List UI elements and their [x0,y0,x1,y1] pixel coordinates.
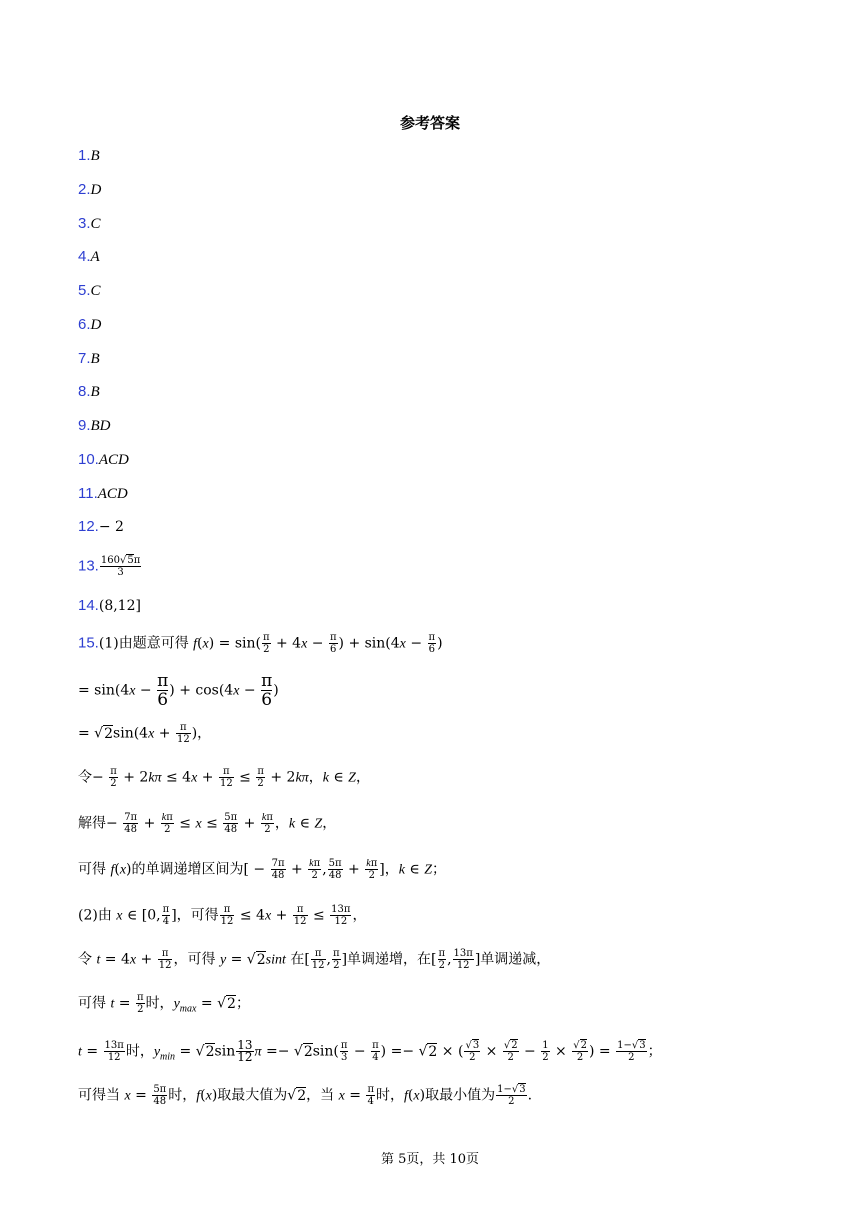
answer-12 [78,517,124,537]
solution-text: 令 [78,951,92,968]
answer-value: − 2 [98,519,124,535]
answer-14 [78,596,141,616]
answer-6 [78,315,101,335]
answer-number: 5. [78,282,91,299]
answer-value: BD [90,418,111,434]
answer-value: ACD [97,486,128,502]
page-title: 参考答案 [399,114,460,132]
solution-text: 取最小值为 [425,1087,496,1104]
answer-value: B [90,148,100,164]
answer-number: 2. [78,181,91,198]
answer-number: 7. [78,350,91,367]
answer-value: C [90,216,101,232]
answer-13 [78,555,142,578]
solution-text: 解得 [78,815,106,832]
answer-7 [78,349,100,369]
answer-number: 8. [78,383,91,400]
answer-8 [78,382,100,402]
solution-line-4: 令− $\frac{\pi}{2}$ + 2kπ ≤ 4x + $\frac{\pi}{12}$ ≤ $\frac{\pi}{2}$ + 2kπ，k ∈ Z， [78,766,370,789]
answer-number: 12. [78,518,99,535]
page-footer: 第 5页，共 10页 [380,1152,480,1167]
solution-text: 可得 [78,861,106,878]
answer-value: B [90,351,100,367]
solution-text: 可得 [78,995,106,1012]
solution-text: 单调递减， [480,951,551,968]
answer-value: ACD [98,452,129,468]
answer-number: 6. [78,316,91,333]
answer-2 [78,180,101,200]
answer-number: 10. [78,451,99,468]
solution-line-3: = √2sin(4x + $\frac{\pi}{12}$ )， [78,722,212,745]
solution-line-7: (2)由 x ∈ [0, $\frac{\pi}{4}$ ]，可得 $\frac{\pi}{12}$ ≤ 4x + $\frac{\pi}{12}$ ≤ $\frac{13\pi}{12}$ ， [78,904,367,927]
answer-value: D [90,182,102,198]
answer-value: D [90,317,102,333]
answer-number: 15. [78,634,99,652]
solution-text: 单调递增，在 [347,951,432,968]
answer-value: C [90,283,101,299]
answer-3 [78,214,101,234]
solution-line-5: 解得− $\frac{7\pi}{48}$ + $\frac{k\pi}{2}$ ≤ x ≤ $\frac{5\pi}{48}$ + $\frac{k\pi}{2}$ ，k ∈ Z， [78,812,337,835]
answer-5 [78,281,101,301]
solution-line-10: t = $\frac{13\pi}{12}$ 时，$y_{min} = √2\sin$ $\frac{13}{12}$ π =− √2sin( $\frac{\pi}{3}$ − $\frac{\pi}{4}$ ) =− √2 × ( $\frac{√3}{2}$ × $\frac{√2}{2}$ − $\frac{1}{2}$ × $\frac{√2}{2}$ ) = $\frac{1-√3}{2}$ ； [78,1038,662,1064]
solution-line-11: 可得当 x = $\frac{5\pi}{48}$ 时，f(x)取最大值为√2，当 x = $\frac{\pi}{4}$ 时，f(x)取最小值为 $\frac{1-√3}{2}$ . [78,1084,533,1107]
solution-text: ，当 [306,1087,335,1104]
solution-text: 可得 [190,907,219,924]
answer-4 [78,247,100,267]
solution-text: 时， [376,1087,405,1104]
solution-text: 时， [168,1087,197,1104]
solution-text: 可得 [187,951,216,968]
solution-line-8: 令 t = 4x + $\frac{\pi}{12}$ ，可得 y = √2sint 在[ $\frac{\pi}{12}$ , $\frac{\pi}{2}$ ]单调递增，在[ $\frac{\pi}{2}$ , $\frac{13\pi}{12}$ ]单调递减， [78,948,551,971]
solution-line-6: 可得 f(x)的单调递增区间为[ − $\frac{7\pi}{48}$ + $\frac{k\pi}{2}$ , $\frac{5\pi}{48}$ + $\frac{k\pi}{2}$ ]，k ∈ Z； [78,858,447,881]
solution-text: 令 [78,769,92,786]
solution-text: 的单调递增区间为 [131,861,244,878]
answer-number: 14. [78,597,99,614]
answer-11 [78,484,128,504]
answer-number: 11. [78,485,98,502]
answer-1 [78,146,100,166]
solution-line-1: 15.(1)由题意可得 f(x) = sin( $\frac{\pi}{2}$ + 4x − $\frac{\pi}{6}$ ) + sin(4x − $\frac{\pi}{6}$ ) [78,632,443,655]
solution-text: (2)由 [78,907,112,924]
solution-text: 可得当 [78,1087,120,1104]
solution-line-9: 可得 t = $\frac{\pi}{2}$ 时，$y_{max} = √2$； [78,992,250,1015]
answer-value: B [90,384,100,400]
solution-text: 时， [125,1043,154,1060]
solution-text: 取最大值为 [217,1087,288,1104]
solution-line-2: = sin(4x − $\frac{\pi}{6}$ ) + cos(4x − $\frac{\pi}{6}$ ) [78,671,279,710]
solution-text: (1)由题意可得 [98,635,189,652]
answer-value: (8,12] [98,598,141,614]
answer-number: 9. [78,417,91,434]
answer-9 [78,416,111,436]
answer-number: 13. [78,557,99,575]
answer-number: 4. [78,248,91,265]
answer-number: 1. [78,147,91,164]
answer-number: 3. [78,215,91,232]
solution-text: 时， [145,995,174,1012]
answer-10 [78,450,129,470]
solution-text: 在 [290,951,305,968]
answer-value: A [90,249,100,265]
answer-fraction: $\frac{160√5\pi}{3}$ [100,555,141,578]
